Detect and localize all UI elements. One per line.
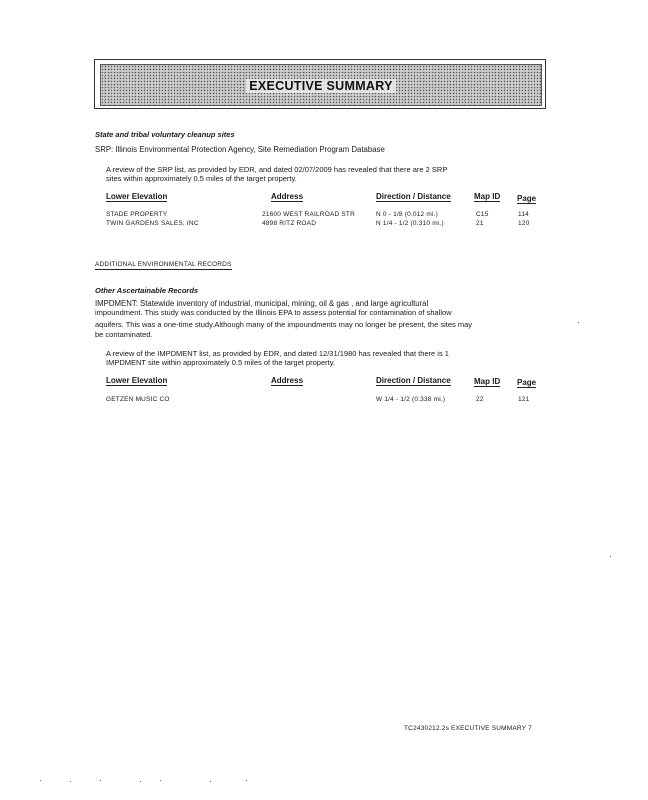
page-title: EXECUTIVE SUMMARY bbox=[246, 79, 396, 93]
table-cell-map-id: C15 bbox=[476, 211, 489, 218]
column-header-page: Page bbox=[517, 378, 537, 387]
database-description-line: aquifers. This was a one-time study.Although many of the impoundments may no longer be present, the sites may bbox=[95, 320, 473, 329]
table-cell-page: 114 bbox=[518, 211, 529, 218]
table-cell-address: 21600 WEST RAILROAD STR bbox=[262, 211, 355, 218]
scan-artifact bbox=[210, 781, 211, 782]
column-header-page: Page bbox=[517, 194, 537, 203]
database-description-line: IMPDMENT: Statewide inventory of industrial, municipal, mining, oil & gas , and large agricultural bbox=[95, 299, 429, 308]
section-subtitle: Other Ascertainable Records bbox=[95, 286, 199, 295]
database-description-line: be contaminated. bbox=[95, 330, 153, 339]
review-text-line: A review of the IMPDMENT list, as provided by EDR, and dated 12/31/1980 has revealed that there is 1 bbox=[106, 349, 449, 358]
section-subtitle: State and tribal voluntary cleanup sites bbox=[95, 130, 235, 139]
table-cell-map-id: 22 bbox=[476, 396, 484, 403]
scan-artifact bbox=[578, 322, 579, 323]
page-footer: TC2430212.2s EXECUTIVE SUMMARY 7 bbox=[404, 725, 532, 732]
column-header-elevation: Lower Elevation bbox=[106, 192, 168, 201]
table-cell-direction: W 1/4 - 1/2 (0.338 mi.) bbox=[376, 396, 446, 403]
scan-artifact bbox=[160, 780, 161, 781]
column-header-address: Address bbox=[271, 376, 304, 385]
scan-artifact bbox=[140, 781, 141, 782]
table-cell-page: 120 bbox=[518, 220, 530, 227]
database-description: SRP: Illinois Environmental Protection Agency, Site Remediation Program Database bbox=[95, 145, 385, 154]
review-text-line: IMPDMENT site within approximately 0.5 miles of the target property. bbox=[106, 358, 335, 367]
section-heading: ADDITIONAL ENVIRONMENTAL RECORDS bbox=[95, 261, 232, 268]
column-header-direction: Direction / Distance bbox=[376, 376, 451, 385]
table-cell-direction: N 0 - 1/8 (0.012 mi.) bbox=[376, 211, 438, 218]
column-header-elevation: Lower Elevation bbox=[106, 376, 168, 385]
table-cell-map-id: 21 bbox=[476, 220, 484, 227]
scan-artifact bbox=[100, 780, 101, 781]
scan-artifact bbox=[70, 781, 71, 782]
review-text-line: sites within approximately 0.5 miles of the target property. bbox=[106, 174, 297, 183]
scan-artifact bbox=[246, 780, 247, 781]
scan-artifact bbox=[610, 556, 611, 557]
column-header-map-id: Map ID bbox=[474, 192, 501, 201]
database-description-line: impoundment. This study was conducted by the Illinois EPA to assess potential for contamination of shallow bbox=[95, 308, 452, 317]
table-cell-name: STADE PROPERTY bbox=[106, 211, 168, 218]
table-cell-name: TWIN GARDENS SALES, INC bbox=[106, 220, 199, 227]
column-header-address: Address bbox=[271, 192, 304, 201]
table-cell-page: 121 bbox=[518, 396, 530, 403]
table-cell-direction: N 1/4 - 1/2 (0.310 mi.) bbox=[376, 220, 444, 227]
table-cell-address: 4898 RITZ ROAD bbox=[262, 220, 317, 227]
table-cell-name: GETZEN MUSIC CO bbox=[106, 396, 170, 403]
review-text-line: A review of the SRP list, as provided by EDR, and dated 02/07/2009 has revealed that there are 2 SRP bbox=[106, 165, 448, 174]
column-header-direction: Direction / Distance bbox=[376, 192, 451, 201]
header-banner bbox=[100, 64, 542, 106]
column-header-map-id: Map ID bbox=[474, 377, 501, 386]
scan-artifact bbox=[40, 780, 41, 781]
